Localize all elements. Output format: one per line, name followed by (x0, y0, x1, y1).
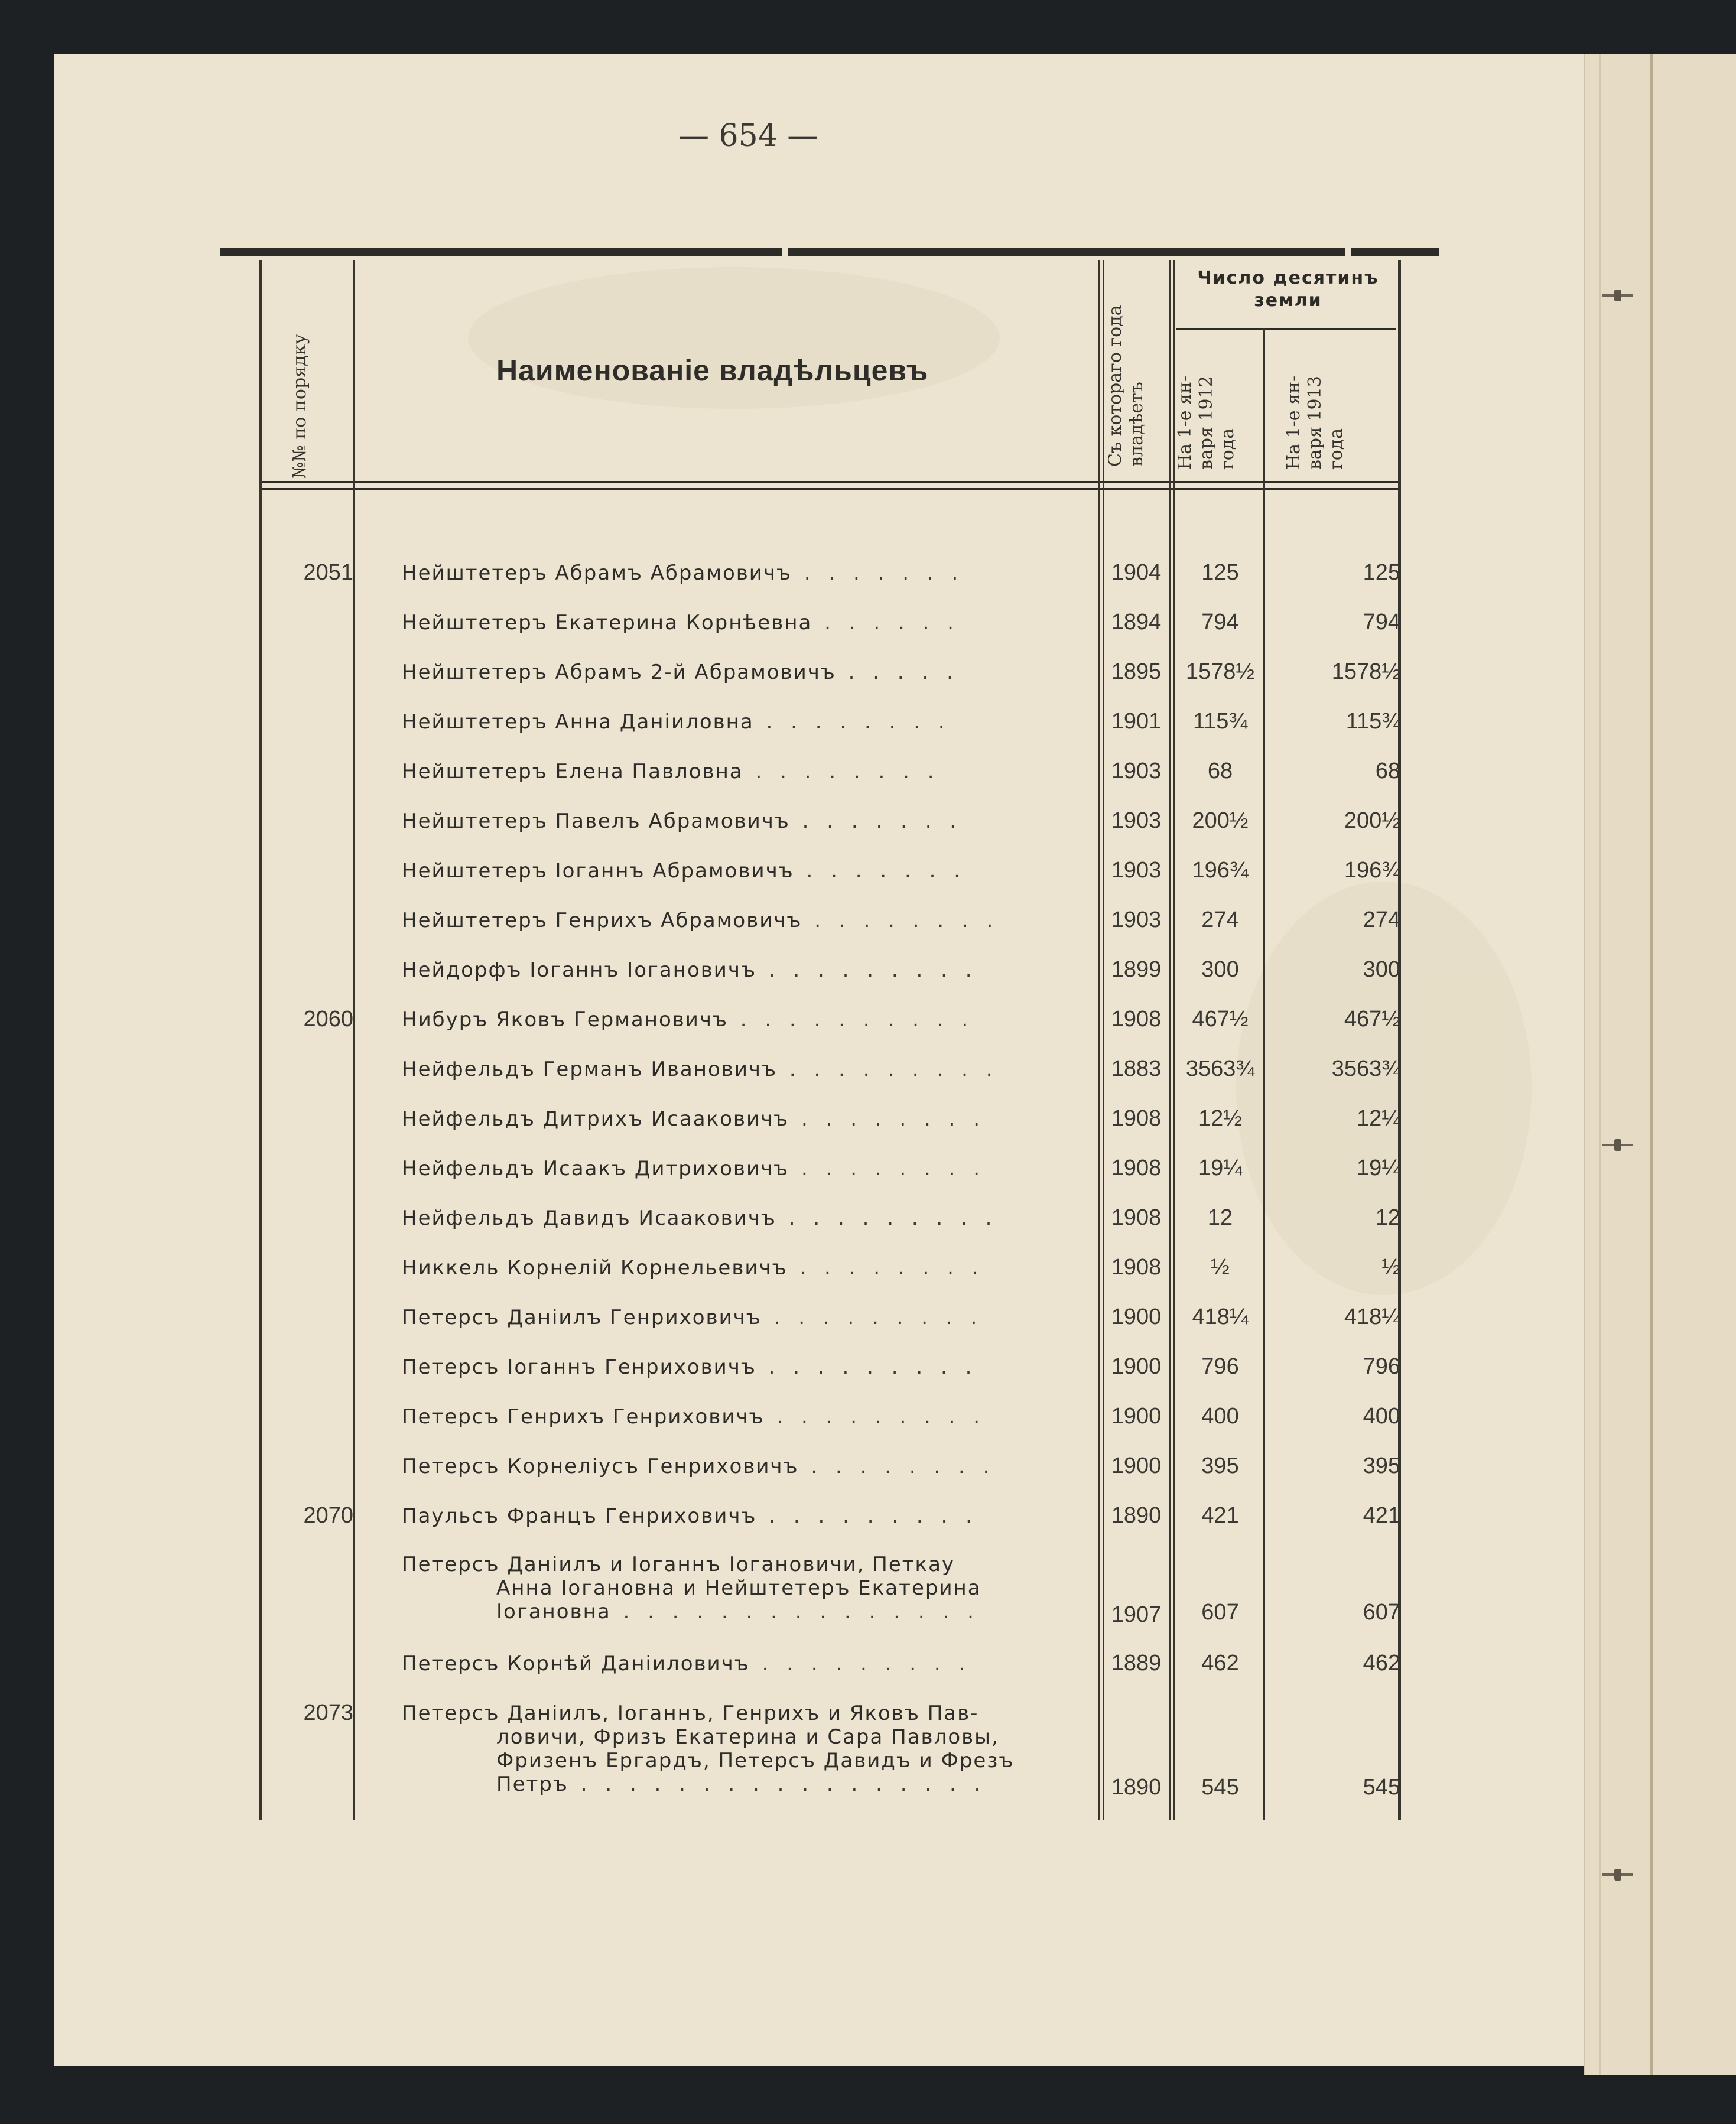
owner-name: Нейштетеръ Іоганнъ Абрамовичъ . . . . . . . (402, 859, 967, 883)
header-1912-line1: На 1-е ян- (1175, 375, 1195, 470)
header-since-year-line1: Съ котораго года (1105, 305, 1126, 467)
column-divider (353, 260, 355, 1820)
header-number: №№ по порядку (290, 334, 310, 479)
since-year: 1899 (1111, 957, 1162, 982)
land-1912: 794 (1201, 610, 1239, 635)
header-since-year-line2: владѣетъ (1126, 382, 1147, 467)
since-year: 1903 (1111, 858, 1162, 883)
owner-name-text: Петерсъ Іоганнъ Генриховичъ (402, 1355, 756, 1379)
owner-name-text: Петерсъ Корнѣй Даніиловичъ (402, 1652, 750, 1676)
owner-name-text: Нейштетеръ Абрамъ 2-й Абрамовичъ (402, 661, 836, 684)
land-1912: 200½ (1192, 808, 1249, 833)
page-fold (1599, 54, 1601, 2075)
since-year: 1904 (1111, 560, 1162, 585)
owner-name-line: Петерсъ Даніилъ и Іоганнъ Іогановичи, Петкау (402, 1553, 955, 1576)
row-number: 2073 (303, 1700, 353, 1725)
owner-name: Никкель Корнелій Корнельевичъ . . . . . . . . (402, 1256, 984, 1280)
header-rule (259, 481, 1399, 483)
since-year: 1900 (1111, 1404, 1162, 1429)
land-1912: 545 (1201, 1775, 1239, 1800)
header-1912 (1175, 376, 1238, 470)
land-1913: 607 (1363, 1600, 1400, 1625)
page-fold (1650, 54, 1653, 2075)
owner-name-text: Петръ (496, 1772, 568, 1796)
since-year: 1890 (1111, 1775, 1162, 1800)
owner-name: Нейштетеръ Анна Даніиловна . . . . . . . . (402, 710, 951, 734)
since-year: 1908 (1111, 1255, 1162, 1280)
since-year: 1903 (1111, 759, 1162, 783)
land-1913: 400 (1363, 1404, 1400, 1429)
land-1912: 1578½ (1185, 659, 1255, 684)
row-number: 2070 (303, 1503, 353, 1528)
land-1912: 12 (1207, 1205, 1233, 1230)
paper-stain (1236, 882, 1532, 1295)
owner-name-text: Нейштетеръ Анна Даніиловна (402, 710, 754, 734)
land-1913: 421 (1363, 1503, 1400, 1528)
owner-name-text: Нейфельдъ Дитрихъ Исааковичъ (402, 1107, 789, 1131)
owner-name-text: Нейштетеръ Екатерина Корнѣевна (402, 611, 812, 635)
facing-page-edge (1584, 54, 1736, 2075)
binding-clip (1602, 1869, 1633, 1881)
owner-name: Нейштетеръ Екатерина Корнѣевна . . . . . . (402, 611, 960, 635)
land-1912: 3563¾ (1185, 1056, 1255, 1081)
land-1913: 68 (1375, 759, 1400, 783)
owner-name: Нейфельдъ Дитрихъ Исааковичъ . . . . . . . . (402, 1107, 986, 1131)
header-land: Число десятинъ земли (1197, 268, 1379, 311)
since-year: 1894 (1111, 610, 1162, 635)
since-year: 1908 (1111, 1007, 1162, 1032)
owner-name-line: Анна Іогановна и Нейштетеръ Екатерина (496, 1576, 981, 1600)
since-year: 1900 (1111, 1453, 1162, 1478)
owner-name: Петерсъ Даніилъ Генриховичъ . . . . . . . . . (402, 1306, 983, 1329)
land-1912: 607 (1201, 1600, 1239, 1625)
since-year: 1895 (1111, 659, 1162, 684)
since-year: 1890 (1111, 1503, 1162, 1528)
column-divider (1103, 260, 1104, 1820)
owner-name: Петерсъ Корнеліусъ Генриховичъ . . . . . . . . (402, 1455, 996, 1478)
page-number: — 654 — (678, 118, 818, 154)
owner-name-text: Іогановна (496, 1600, 611, 1624)
land-1913: 19¼ (1357, 1156, 1400, 1180)
land-1912: ½ (1211, 1255, 1230, 1280)
land-1912: 796 (1201, 1354, 1239, 1379)
header-1912-line3: года (1217, 428, 1238, 470)
header-since-year (1105, 305, 1147, 467)
since-year: 1908 (1111, 1156, 1162, 1180)
binding-clip (1602, 290, 1633, 301)
owner-name-line: ловичи, Фризъ Екатерина и Сара Павловы, (496, 1725, 999, 1749)
land-1913: 12¼ (1357, 1106, 1400, 1131)
land-1913: 796 (1363, 1354, 1400, 1379)
owner-name-line: Петерсъ Даніилъ, Іоганнъ, Генрихъ и Яковъ Пав- (402, 1702, 979, 1725)
land-1913: ½ (1381, 1255, 1400, 1280)
owner-name-line: Фризенъ Ергардъ, Петерсъ Давидъ и Фрезъ (496, 1749, 1015, 1772)
owner-name-text: Нибуръ Яковъ Германовичъ (402, 1008, 728, 1032)
owner-name-text: Никкель Корнелій Корнельевичъ (402, 1256, 788, 1280)
since-year: 1907 (1111, 1602, 1162, 1627)
land-1912: 68 (1207, 759, 1233, 783)
owner-name-text: Нейштетеръ Абрамъ Абрамовичъ (402, 561, 792, 585)
land-1912: 400 (1201, 1404, 1239, 1429)
since-year: 1900 (1111, 1354, 1162, 1379)
top-rule (1351, 248, 1439, 256)
land-1912: 12½ (1198, 1106, 1242, 1131)
binding-clip (1602, 1139, 1633, 1151)
owner-name-text: Нейштетеръ Павелъ Абрамовичъ (402, 809, 790, 833)
owner-name: Нейфельдъ Германъ Ивановичъ . . . . . . . . . (402, 1058, 999, 1081)
land-1912: 115¾ (1192, 709, 1248, 734)
column-divider (1098, 260, 1100, 1820)
land-1912: 300 (1201, 957, 1239, 982)
since-year: 1889 (1111, 1651, 1162, 1676)
owner-name-text: Паульсъ Францъ Генриховичъ (402, 1504, 757, 1528)
owner-name-text: Нейдорфъ Іоганнъ Іогановичъ (402, 958, 756, 982)
owner-name: Петерсъ Іоганнъ Генриховичъ . . . . . . . . . (402, 1355, 978, 1379)
owner-name: Нейштетеръ Абрамъ Абрамовичъ . . . . . . . (402, 561, 964, 585)
owner-name: Нейфельдъ Давидъ Исааковичъ . . . . . . . . . (402, 1206, 998, 1230)
owner-name-text: Петерсъ Корнеліусъ Генриховичъ (402, 1455, 799, 1478)
top-rule (788, 248, 1345, 256)
land-1912: 418¼ (1192, 1305, 1249, 1329)
land-1913: 115¾ (1345, 709, 1400, 734)
since-year: 1903 (1111, 808, 1162, 833)
owner-name-text: Нейфельдъ Германъ Ивановичъ (402, 1058, 778, 1081)
since-year: 1908 (1111, 1205, 1162, 1230)
since-year: 1883 (1111, 1056, 1162, 1081)
land-1913: 1578½ (1331, 659, 1400, 684)
header-rule (259, 488, 1399, 490)
owner-name: Нейштетеръ Елена Павловна . . . . . . . . (402, 760, 940, 783)
owner-name: Нейштетеръ Павелъ Абрамовичъ . . . . . . . (402, 809, 963, 833)
land-1913: 794 (1363, 610, 1400, 635)
owner-name-text: Нейфельдъ Исаакъ Дитриховичъ (402, 1157, 789, 1180)
land-1913: 196¾ (1344, 858, 1400, 883)
land-1913: 545 (1363, 1775, 1400, 1800)
column-divider (1173, 260, 1175, 1820)
header-1913-line1: На 1-е ян- (1283, 375, 1304, 470)
owner-name: Петерсъ Корнѣй Даніиловичъ . . . . . . . . . (402, 1652, 971, 1676)
land-header-rule (1176, 328, 1396, 330)
land-1912: 125 (1201, 560, 1239, 585)
owner-name-line: Петръ . . . . . . . . . . . . . . . . . (496, 1772, 987, 1796)
land-1913: 418¼ (1344, 1305, 1400, 1329)
header-owner: Наименованіе владѣльцевъ (496, 354, 929, 387)
land-1913: 462 (1363, 1651, 1400, 1676)
land-1912: 274 (1201, 908, 1239, 932)
land-1913: 274 (1363, 908, 1400, 932)
header-1913-line2: варя 1913 (1305, 376, 1325, 470)
land-1913: 300 (1363, 957, 1400, 982)
header-1913-line3: года (1326, 428, 1347, 470)
owner-name: Нибуръ Яковъ Германовичъ . . . . . . . . . . (402, 1008, 974, 1032)
land-1912: 196¾ (1192, 858, 1249, 883)
land-1912: 462 (1201, 1651, 1239, 1676)
owner-name-text: Нейштетеръ Іоганнъ Абрамовичъ (402, 859, 794, 883)
owner-name: Нейдорфъ Іоганнъ Іогановичъ . . . . . . . . . (402, 958, 978, 982)
owner-name-text: Нейштетеръ Генрихъ Абрамовичъ (402, 909, 802, 932)
land-1913: 395 (1363, 1453, 1400, 1478)
since-year: 1901 (1111, 709, 1162, 734)
land-1912: 421 (1201, 1503, 1239, 1528)
paper-stain (468, 267, 1000, 409)
since-year: 1903 (1111, 908, 1162, 932)
owner-name: Нейфельдъ Исаакъ Дитриховичъ . . . . . . . . (402, 1157, 986, 1180)
owner-name: Нейштетеръ Абрамъ 2-й Абрамовичъ . . . . . (402, 661, 959, 684)
header-1913 (1283, 376, 1347, 470)
owner-name-text: Петерсъ Даніилъ Генриховичъ (402, 1306, 762, 1329)
owner-name-text: Нейштетеръ Елена Павловна (402, 760, 743, 783)
owner-name-line: Іогановна . . . . . . . . . . . . . . . (496, 1600, 980, 1624)
land-1913: 12 (1375, 1205, 1400, 1230)
land-1913: 200½ (1344, 808, 1400, 833)
since-year: 1908 (1111, 1106, 1162, 1131)
top-rule (220, 248, 782, 256)
owner-name-text: Нейфельдъ Давидъ Исааковичъ (402, 1206, 776, 1230)
owner-name: Петерсъ Генрихъ Генриховичъ . . . . . . . . . (402, 1405, 986, 1429)
since-year: 1900 (1111, 1305, 1162, 1329)
table-border-right (1398, 260, 1401, 1820)
table-border-left (259, 260, 262, 1820)
land-1913: 3563¾ (1331, 1056, 1400, 1081)
owner-name: Нейштетеръ Генрихъ Абрамовичъ . . . . . . . . (402, 909, 999, 932)
owner-name (402, 1702, 1093, 1796)
owner-name (402, 1553, 1093, 1624)
land-1913: 467½ (1344, 1007, 1400, 1032)
row-number: 2060 (303, 1007, 353, 1032)
owner-name-text: Петерсъ Генрихъ Генриховичъ (402, 1405, 765, 1429)
row-number: 2051 (303, 560, 353, 585)
column-divider (1169, 260, 1171, 1820)
header-1912-line2: варя 1912 (1196, 376, 1217, 470)
land-1913: 125 (1363, 560, 1400, 585)
land-1912: 19¼ (1198, 1156, 1242, 1180)
land-1912: 467½ (1192, 1007, 1249, 1032)
land-1912: 395 (1201, 1453, 1239, 1478)
owner-name: Паульсъ Францъ Генриховичъ . . . . . . . . . (402, 1504, 978, 1528)
